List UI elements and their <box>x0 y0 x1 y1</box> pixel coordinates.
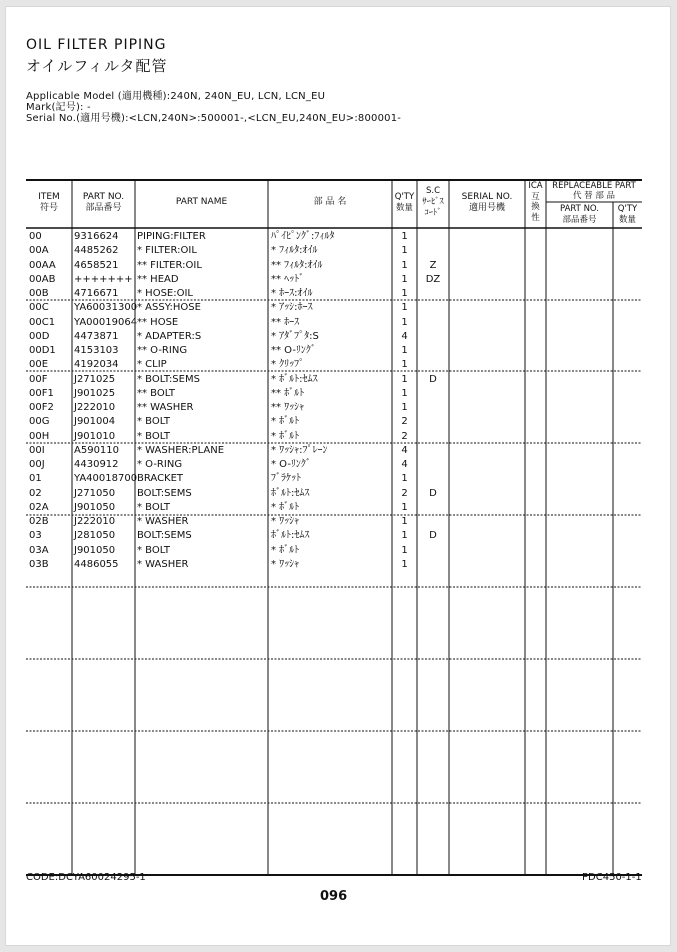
header-part-name: PART NAME <box>175 197 228 207</box>
part-no-cell: J901010 <box>74 430 116 442</box>
part-no-cell: 4473871 <box>74 330 119 342</box>
serial-number-line: Serial No.(適用号機):<LCN,240N>:500001-,<LCN_EU,240N_EU>:800001- <box>26 113 402 124</box>
qty-cell: 1 <box>401 288 408 299</box>
part-no-cell: YA40018700 <box>74 473 138 485</box>
item-cell: 00H <box>29 430 50 442</box>
qty-cell: 4 <box>401 330 408 342</box>
part-name-cell: * BOLT <box>137 501 171 513</box>
part-name-cell: BRACKET <box>137 473 184 485</box>
part-name-cell: ** BOLT <box>137 387 176 399</box>
item-cell: 00AB <box>29 273 56 285</box>
part-no-cell: J901050 <box>74 501 116 513</box>
part-no-cell: YA60031300 <box>74 302 138 314</box>
part-name-cell: * BOLT <box>137 430 171 442</box>
mark-line: Mark(記号): - <box>26 102 91 113</box>
japanese-name-cell: * O-ﾘﾝｸﾞ <box>271 459 311 470</box>
part-no-cell: 4716671 <box>74 288 119 299</box>
part-name-cell: * O-RING <box>137 459 183 470</box>
part-no-cell: J222010 <box>74 402 116 413</box>
japanese-name-cell: * ﾜｯｼｬ:ﾌﾟﾚｰﾝ <box>271 444 328 456</box>
qty-cell: 1 <box>401 359 408 371</box>
japanese-name-cell: * ﾜｯｼｬ <box>271 558 300 570</box>
qty-cell: 1 <box>401 501 408 513</box>
title-japanese: オイルフィルタ配管 <box>26 57 168 75</box>
japanese-name-cell: * ﾎﾞﾙﾄ <box>271 430 300 442</box>
service-code-cell: DZ <box>425 273 441 285</box>
qty-cell: 1 <box>401 373 408 385</box>
header-replaceable-part-no: PART NO. 部品番号 <box>560 204 599 225</box>
japanese-name-cell: ** ﾌｨﾙﾀ:ｵｲﾙ <box>271 259 323 271</box>
item-cell: 00I <box>29 444 45 456</box>
japanese-name-cell: * ﾎｰｽ:ｵｲﾙ <box>271 288 313 299</box>
qty-cell: 1 <box>401 273 408 285</box>
part-no-cell: 4485262 <box>74 245 119 257</box>
header-replaceable-qty: Q'TY 数量 <box>617 204 638 225</box>
part-no-cell: 4430912 <box>74 459 119 470</box>
qty-cell: 1 <box>401 558 408 570</box>
service-code-cell: D <box>429 487 437 499</box>
qty-cell: 1 <box>401 387 408 399</box>
qty-cell: 1 <box>401 345 408 356</box>
part-name-cell: * BOLT <box>137 544 171 556</box>
item-cell: 03B <box>29 558 49 570</box>
item-cell: 00G <box>29 416 50 428</box>
item-cell: 03 <box>29 530 42 542</box>
header-service-code: S.C ｻｰﾋﾞｽ ｺｰﾄﾞ <box>422 186 444 218</box>
japanese-name-cell: ** ﾍｯﾄﾞ <box>271 273 305 285</box>
header-qty: Q'TY 数量 <box>394 192 415 213</box>
qty-cell: 1 <box>401 544 408 556</box>
header-buhin-name: 部 品 名 <box>313 197 347 207</box>
japanese-name-cell: ** O-ﾘﾝｸﾞ <box>271 345 316 356</box>
part-no-cell: YA00019064 <box>74 316 138 328</box>
page-number: 096 <box>320 889 348 904</box>
item-cell: 02B <box>29 516 49 527</box>
part-name-cell: BOLT:SEMS <box>137 530 192 542</box>
part-name-cell: ** HEAD <box>137 273 179 285</box>
part-no-cell: J271050 <box>74 487 116 499</box>
part-name-cell: PIPING:FILTER <box>137 231 206 242</box>
part-no-cell: 9316624 <box>74 231 119 242</box>
item-cell: 00 <box>29 231 42 242</box>
qty-cell: 2 <box>401 416 408 428</box>
part-no-cell: 4192034 <box>74 359 119 371</box>
part-name-cell: ** HOSE <box>137 316 179 328</box>
item-cell: 00D1 <box>29 345 56 356</box>
applicable-model: Applicable Model (適用機種):240N, 240N_EU, LCN, LCN_EU <box>26 91 326 102</box>
japanese-name-cell: ﾎﾞﾙﾄ:ｾﾑｽ <box>271 530 310 542</box>
part-no-cell: J281050 <box>74 530 116 542</box>
part-no-cell: +++++++ <box>74 273 133 285</box>
japanese-name-cell: ** ﾜｯｼｬ <box>271 402 305 413</box>
item-cell: 01 <box>29 473 42 485</box>
part-name-cell: * WASHER:PLANE <box>137 444 225 456</box>
japanese-name-cell: * ｸﾘｯﾌﾟ <box>271 359 305 371</box>
japanese-name-cell: ﾎﾞﾙﾄ:ｾﾑｽ <box>271 487 310 499</box>
item-cell: 00F2 <box>29 402 54 413</box>
part-no-cell: 4658521 <box>74 259 119 271</box>
service-code-cell: D <box>429 373 437 385</box>
part-name-cell: ** WASHER <box>137 402 194 413</box>
japanese-name-cell: * ﾎﾞﾙﾄ <box>271 416 300 428</box>
part-no-cell: A590110 <box>74 444 120 456</box>
document-code: CODE:DCYA60024295-1 <box>26 872 146 883</box>
part-name-cell: * WASHER <box>137 558 189 570</box>
qty-cell: 1 <box>401 302 408 314</box>
header-item: ITEM 符号 <box>38 192 60 213</box>
part-name-cell: * BOLT <box>137 416 171 428</box>
japanese-name-cell: * ﾌｨﾙﾀ:ｵｲﾙ <box>271 245 318 257</box>
japanese-name-cell: ﾌﾞﾗｹｯﾄ <box>271 473 301 485</box>
part-name-cell: * BOLT:SEMS <box>137 373 200 385</box>
japanese-name-cell: ﾊﾟｲﾋﾟﾝｸﾞ:ﾌｨﾙﾀ <box>271 231 335 242</box>
header-part-no: PART NO. 部品番号 <box>82 192 125 213</box>
japanese-name-cell: * ﾎﾞﾙﾄ <box>271 544 300 556</box>
item-cell: 02A <box>29 501 49 513</box>
item-cell: 00E <box>29 359 49 371</box>
qty-cell: 1 <box>401 316 408 328</box>
part-name-cell: * HOSE:OIL <box>137 288 193 299</box>
item-cell: 00F <box>29 373 48 385</box>
part-no-cell: J222010 <box>74 516 116 527</box>
part-name-cell: ** FILTER:OIL <box>137 259 202 271</box>
part-name-cell: BOLT:SEMS <box>137 487 192 499</box>
part-no-cell: 4153103 <box>74 345 119 356</box>
title-english: OIL FILTER PIPING <box>26 37 167 53</box>
japanese-name-cell: * ﾎﾞﾙﾄ:ｾﾑｽ <box>271 373 318 385</box>
japanese-name-cell: * ﾜｯｼｬ <box>271 516 300 527</box>
item-cell: 00A <box>29 245 49 257</box>
part-no-cell: 4486055 <box>74 558 119 570</box>
qty-cell: 1 <box>401 516 408 527</box>
part-no-cell: J901050 <box>74 544 116 556</box>
header-replaceable-part: REPLACEABLE PART 代 替 部 品 <box>552 181 636 201</box>
qty-cell: 1 <box>401 245 408 257</box>
item-cell: 00C1 <box>29 316 56 328</box>
header-serial-no: SERIAL NO. 適用号機 <box>461 192 513 213</box>
header-interchangeability: ICA 互 換 性 <box>528 181 543 223</box>
qty-cell: 4 <box>401 459 408 470</box>
japanese-name-cell: ** ﾎｰｽ <box>271 316 300 328</box>
japanese-name-cell: * ｱｯｼ:ﾎｰｽ <box>271 302 313 314</box>
page-code: PDC450-1-1 <box>582 872 642 883</box>
item-cell: 03A <box>29 544 49 556</box>
service-code-cell: D <box>429 530 437 542</box>
qty-cell: 2 <box>401 430 408 442</box>
qty-cell: 1 <box>401 259 408 271</box>
part-name-cell: * ASSY:HOSE <box>137 302 201 314</box>
part-no-cell: J901025 <box>74 387 116 399</box>
service-code-cell: Z <box>429 259 437 271</box>
qty-cell: 1 <box>401 231 408 242</box>
part-name-cell: * ADAPTER:S <box>137 330 202 342</box>
part-no-cell: J901004 <box>74 416 116 428</box>
qty-cell: 4 <box>401 444 408 456</box>
japanese-name-cell: * ﾎﾞﾙﾄ <box>271 501 300 513</box>
qty-cell: 1 <box>401 530 408 542</box>
item-cell: 02 <box>29 487 42 499</box>
japanese-name-cell: * ｱﾀﾞﾌﾟﾀ:S <box>271 330 319 342</box>
item-cell: 00AA <box>29 259 56 271</box>
part-no-cell: J271025 <box>74 373 116 385</box>
item-cell: 00F1 <box>29 387 54 399</box>
item-cell: 00J <box>29 459 45 470</box>
item-cell: 00B <box>29 288 49 299</box>
part-name-cell: ** O-RING <box>137 345 188 356</box>
qty-cell: 2 <box>401 487 408 499</box>
part-name-cell: * WASHER <box>137 516 189 527</box>
part-name-cell: * CLIP <box>137 359 167 371</box>
item-cell: 00C <box>29 302 49 314</box>
qty-cell: 1 <box>401 473 408 485</box>
part-name-cell: * FILTER:OIL <box>137 245 197 257</box>
item-cell: 00D <box>29 330 50 342</box>
japanese-name-cell: ** ﾎﾞﾙﾄ <box>271 387 305 399</box>
qty-cell: 1 <box>401 402 408 413</box>
